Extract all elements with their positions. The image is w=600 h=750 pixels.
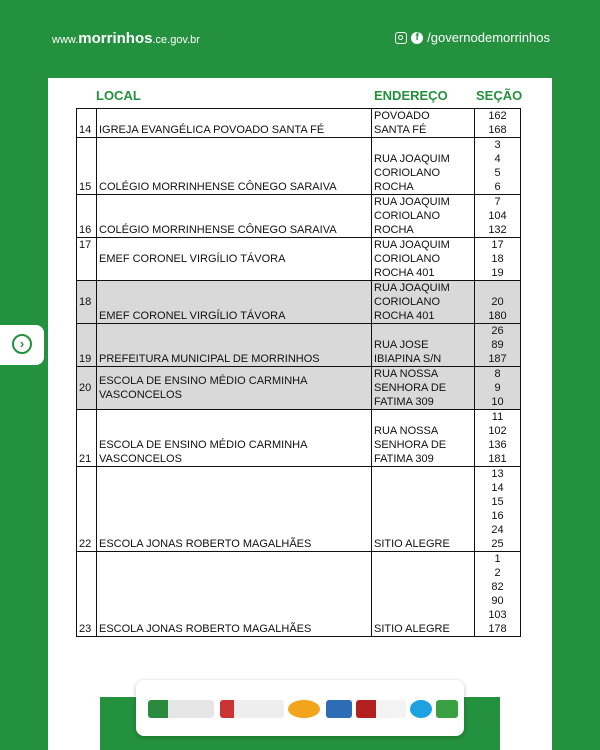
local-cell [97, 367, 372, 410]
endereco-cell-line: ROCHA [374, 224, 414, 236]
table-row [77, 367, 521, 410]
site-prefix: www. [52, 34, 79, 46]
secao-cell-line: 90 [491, 595, 504, 607]
secao-cell-line: 162 [488, 110, 507, 122]
endereco-cell [372, 138, 475, 195]
row-number-line: 14 [79, 124, 92, 136]
row-number [77, 324, 97, 367]
endereco-cell [372, 367, 475, 410]
local-cell [97, 238, 372, 281]
secao-cell-line: 10 [491, 396, 504, 408]
row-number-line: 20 [79, 382, 92, 394]
table-row [77, 281, 521, 324]
secao-cell [475, 367, 521, 410]
secao-cell-line: 26 [491, 325, 504, 337]
secao-cell-line: 6 [494, 181, 501, 193]
ceara-logo [436, 700, 458, 718]
unicef-logo [410, 700, 432, 718]
local-cell-line: PREFEITURA MUNICIPAL DE MORRINHOS [99, 353, 320, 365]
secao-cell-line: 8 [494, 368, 501, 380]
table-row [77, 410, 521, 467]
morrinhos-logo [148, 700, 214, 718]
website-address[interactable] [52, 30, 200, 47]
row-number [77, 410, 97, 467]
secao-cell-line: 11 [491, 411, 504, 423]
local-cell [97, 138, 372, 195]
row-number-line: 15 [79, 181, 92, 193]
endereco-cell-line: POVOADO [374, 110, 430, 122]
endereco-cell-line: CORIOLANO [374, 296, 441, 308]
endereco-cell-line: SENHORA DE [374, 382, 447, 394]
table-row [77, 195, 521, 238]
secao-cell-line: 19 [491, 267, 504, 279]
secao-cell-line: 17 [491, 239, 504, 251]
row-number [77, 367, 97, 410]
endereco-cell-line: SANTA FÉ [374, 124, 427, 136]
row-number-line: 19 [79, 353, 92, 365]
table-row [77, 324, 521, 367]
endereco-cell [372, 238, 475, 281]
secao-cell-line: 9 [494, 382, 501, 394]
endereco-cell-line: FATIMA 309 [374, 453, 434, 465]
endereco-cell-line: SITIO ALEGRE [374, 623, 450, 635]
local-cell-line: ESCOLA JONAS ROBERTO MAGALHÃES [99, 538, 312, 550]
endereco-cell-line: RUA JOAQUIM [374, 239, 450, 251]
endereco-cell-line: CORIOLANO [374, 253, 441, 265]
local-cell [97, 552, 372, 637]
secao-cell-line: 178 [488, 623, 507, 635]
local-cell-line: IGREJA EVANGÉLICA POVOADO SANTA FÉ [99, 124, 325, 136]
next-page-button[interactable] [0, 325, 44, 365]
column-header-endereco: ENDEREÇO [374, 88, 448, 103]
top-bar [0, 0, 600, 80]
secao-cell-line: 3 [494, 139, 501, 151]
endereco-cell [372, 281, 475, 324]
secao-cell-line: 102 [488, 425, 507, 437]
local-cell [97, 195, 372, 238]
secao-cell-line: 5 [494, 167, 501, 179]
row-number-line: 18 [79, 296, 92, 308]
local-cell-line: EMEF CORONEL VIRGÍLIO TÁVORA [99, 310, 286, 322]
endereco-cell [372, 195, 475, 238]
row-number-line: 22 [79, 538, 92, 550]
table-row [77, 238, 521, 281]
row-number-line: 23 [79, 623, 92, 635]
local-cell [97, 109, 372, 138]
endereco-cell-line: RUA NOSSA [374, 368, 439, 380]
endereco-cell-line: RUA JOAQUIM [374, 153, 450, 165]
row-number-line: 21 [79, 453, 92, 465]
endereco-cell [372, 109, 475, 138]
local-cell-line: ESCOLA DE ENSINO MÉDIO CARMINHA [99, 439, 308, 451]
endereco-cell-line: ROCHA [374, 181, 414, 193]
secao-cell-line: 4 [494, 153, 501, 165]
secao-cell [475, 552, 521, 637]
endereco-cell-line: RUA NOSSA [374, 425, 439, 437]
table-row [77, 467, 521, 552]
secao-cell-line: 104 [488, 210, 507, 222]
endereco-cell-line: CORIOLANO [374, 210, 441, 222]
secao-cell-line: 25 [491, 538, 504, 550]
local-cell [97, 410, 372, 467]
secao-cell-line: 136 [488, 439, 507, 451]
secao-cell-line: 2 [494, 567, 501, 579]
column-header-secao: SEÇÃO [476, 88, 523, 103]
endereco-cell [372, 324, 475, 367]
secao-cell-line: 89 [491, 339, 504, 351]
polling-places-table [76, 108, 521, 637]
secao-cell-line: 18 [491, 253, 504, 265]
table-row [77, 552, 521, 637]
secao-cell-line: 103 [488, 609, 507, 621]
endereco-cell [372, 467, 475, 552]
site-main: morrinhos [78, 30, 153, 47]
secao-cell-line: 181 [488, 453, 507, 465]
local-cell-line: COLÉGIO MORRINHENSE CÔNEGO SARAIVA [99, 181, 337, 193]
secao-cell-line: 16 [491, 510, 504, 522]
secao-cell [475, 238, 521, 281]
secao-cell-line: 168 [488, 124, 507, 136]
endereco-cell-line: RUA JOAQUIM [374, 282, 450, 294]
column-header-local: LOCAL [96, 88, 141, 103]
local-cell-line: VASCONCELOS [99, 453, 182, 465]
row-number [77, 238, 97, 281]
row-number [77, 281, 97, 324]
secao-cell-line: 1 [494, 553, 501, 565]
endereco-cell-line: SENHORA DE [374, 439, 447, 451]
endereco-cell-line: RUA JOAQUIM [374, 196, 450, 208]
local-cell-line: EMEF CORONEL VIRGÍLIO TÁVORA [99, 253, 286, 265]
row-number [77, 552, 97, 637]
row-number-line: 17 [79, 239, 92, 251]
row-number [77, 195, 97, 238]
secao-cell-line: 187 [488, 353, 507, 365]
secao-cell-line: 82 [491, 581, 504, 593]
endereco-cell-line: CORIOLANO [374, 167, 441, 179]
secao-cell-line: 20 [491, 296, 504, 308]
mpce-logo [356, 700, 406, 718]
secao-cell-line: 24 [491, 524, 504, 536]
endereco-cell-line: ROCHA 401 [374, 267, 435, 279]
endereco-cell-line: FATIMA 309 [374, 396, 434, 408]
local-cell-line: COLÉGIO MORRINHENSE CÔNEGO SARAIVA [99, 224, 337, 236]
endereco-cell-line: RUA JOSE [374, 339, 429, 351]
local-cell-line: ESCOLA DE ENSINO MÉDIO CARMINHA [99, 375, 308, 387]
local-cell-line: ESCOLA JONAS ROBERTO MAGALHÃES [99, 623, 312, 635]
row-number [77, 467, 97, 552]
endereco-cell [372, 410, 475, 467]
social-handle: /governodemorrinhos [427, 30, 550, 45]
local-cell [97, 281, 372, 324]
site-suffix: .ce.gov.br [152, 34, 200, 46]
row-number [77, 109, 97, 138]
secao-cell [475, 467, 521, 552]
endereco-cell [372, 552, 475, 637]
secao-cell [475, 109, 521, 138]
table-row [77, 138, 521, 195]
instagram-icon [395, 32, 407, 44]
secao-cell-line: 132 [488, 224, 507, 236]
secao-cell-line: 14 [491, 482, 504, 494]
secao-cell [475, 410, 521, 467]
secao-cell [475, 138, 521, 195]
local-cell-line: VASCONCELOS [99, 389, 182, 401]
conselho-logo [326, 700, 352, 718]
facebook-icon: f [411, 32, 423, 44]
secao-cell [475, 324, 521, 367]
endereco-cell-line: SITIO ALEGRE [374, 538, 450, 550]
selo-logo [288, 700, 320, 718]
endereco-cell-line: IBIAPINA S/N [374, 353, 442, 365]
secao-cell-line: 7 [494, 196, 501, 208]
table-row [77, 109, 521, 138]
endereco-cell-line: ROCHA 401 [374, 310, 435, 322]
local-cell [97, 324, 372, 367]
chevron-right-icon: › [12, 334, 32, 354]
secao-cell [475, 195, 521, 238]
row-number [77, 138, 97, 195]
row-number-line: 16 [79, 224, 92, 236]
secao-cell [475, 281, 521, 324]
secao-cell-line: 180 [488, 310, 507, 322]
partner-logos [136, 680, 464, 736]
social-links[interactable] [395, 30, 550, 45]
secretaria-logo [220, 700, 284, 718]
local-cell [97, 467, 372, 552]
secao-cell-line: 13 [491, 468, 504, 480]
secao-cell-line: 15 [491, 496, 504, 508]
